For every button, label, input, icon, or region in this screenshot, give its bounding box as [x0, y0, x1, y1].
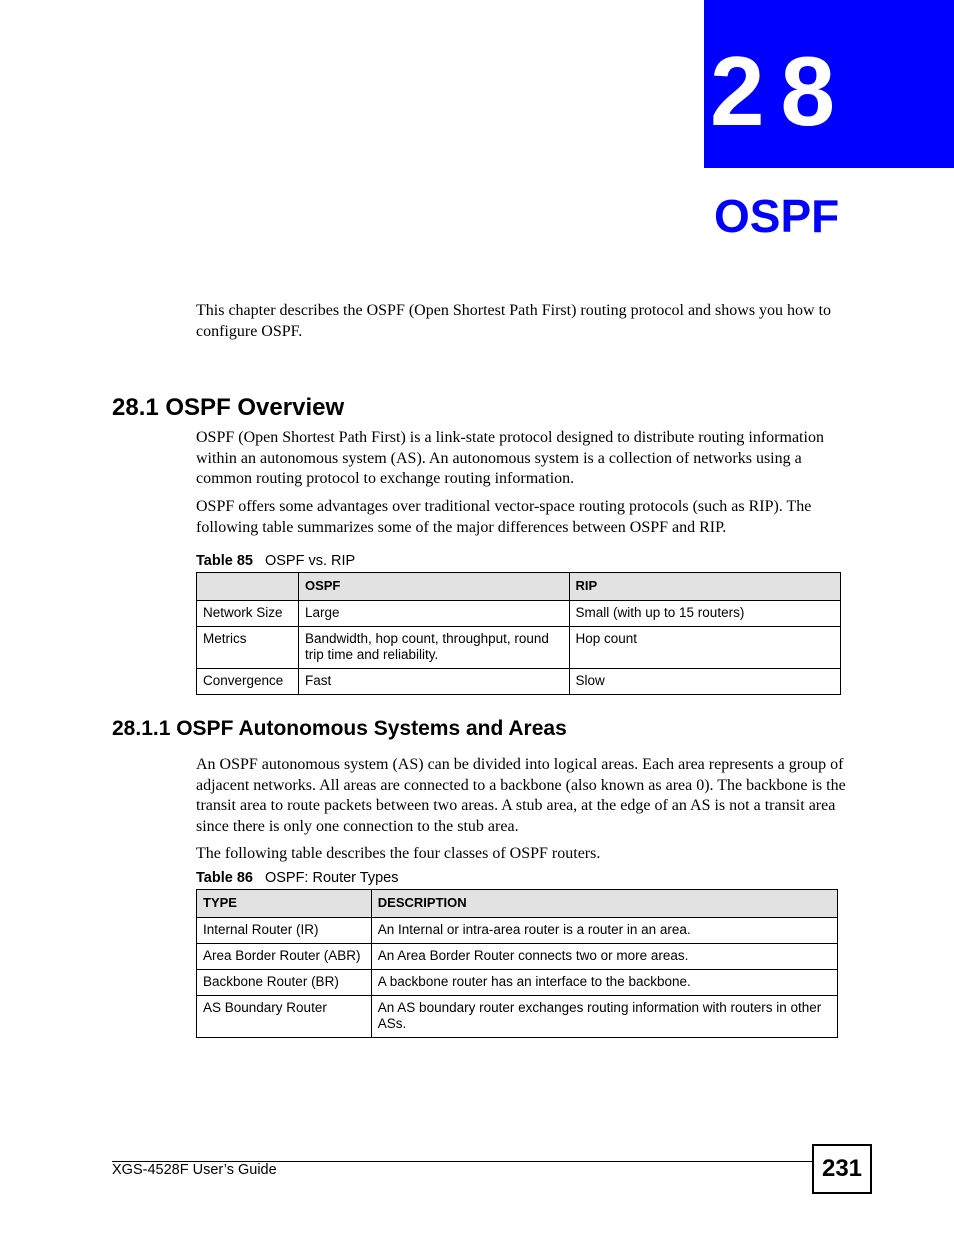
- table-cell: An AS boundary router exchanges routing information with routers in other ASs.: [371, 996, 837, 1038]
- areas-paragraph-1: An OSPF autonomous system (AS) can be divided into logical areas. Each area represents a group of adjacent networks. All areas are connected to a backbone (also known as area 0). The backbone is the transit area to route packets between two areas. A stub area, at the edge of an AS is not a transit area since there is only one connection to the stub area.: [196, 756, 846, 835]
- table-cell: AS Boundary Router: [197, 996, 372, 1038]
- footer-guide-title: XGS-4528F User’s Guide: [112, 1162, 277, 1178]
- table-header-row: [197, 890, 838, 918]
- table-row: [197, 918, 838, 944]
- intro-paragraph: This chapter describes the OSPF (Open Shortest Path First) routing protocol and shows you how to configure OSPF.: [196, 302, 832, 340]
- table-cell: Bandwidth, hop count, throughput, round trip time and reliability.: [298, 627, 569, 669]
- table-row: [197, 669, 841, 695]
- table-row: [197, 996, 838, 1038]
- table-header-row: [197, 573, 841, 601]
- table-header-cell: [197, 573, 299, 601]
- overview-paragraph-1: OSPF (Open Shortest Path First) is a link-state protocol designed to distribute routing information within an autonomous system (AS). An autonomous system is a collection of networks using a common routing protocol to exchange routing information.: [196, 429, 824, 487]
- overview-paragraph-2: OSPF offers some advantages over traditional vector-space routing protocols (such as RIP). The following table summarizes some of the major differences between OSPF and RIP.: [196, 498, 812, 536]
- table-85-title: OSPF vs. RIP: [264, 553, 356, 569]
- table-cell: Convergence: [197, 669, 299, 695]
- table-ospf-vs-rip: [196, 572, 841, 695]
- areas-paragraph-2: The following table describes the four classes of OSPF routers.: [196, 845, 601, 862]
- table-row: [197, 970, 838, 996]
- chapter-number: 28: [710, 36, 852, 146]
- table-header-cell: OSPF: [298, 573, 569, 601]
- table-router-types: [196, 889, 838, 1038]
- table-cell: Backbone Router (BR): [197, 970, 372, 996]
- table-cell: Small (with up to 15 routers): [569, 601, 841, 627]
- table-row: [197, 601, 841, 627]
- table-row: [197, 944, 838, 970]
- table-86-caption: [196, 871, 398, 886]
- table-cell: Large: [298, 601, 569, 627]
- table-cell: Metrics: [197, 627, 299, 669]
- table-85-caption: [196, 554, 355, 569]
- table-cell: Hop count: [569, 627, 841, 669]
- table-cell: An Internal or intra-area router is a router in an area.: [371, 918, 837, 944]
- table-header-cell: TYPE: [197, 890, 372, 918]
- table-cell: An Area Border Router connects two or more areas.: [371, 944, 837, 970]
- table-header-cell: RIP: [569, 573, 841, 601]
- table-cell: A backbone router has an interface to the backbone.: [371, 970, 837, 996]
- page-number: 231: [812, 1144, 872, 1194]
- subsection-heading-autonomous-systems: 28.1.1 OSPF Autonomous Systems and Areas: [112, 717, 567, 740]
- table-85-label: Table 85: [196, 553, 253, 569]
- section-heading-ospf-overview: 28.1 OSPF Overview: [112, 394, 345, 421]
- table-cell: Area Border Router (ABR): [197, 944, 372, 970]
- table-cell: Slow: [569, 669, 841, 695]
- table-86-label: Table 86: [196, 870, 253, 886]
- table-header-cell: DESCRIPTION: [371, 890, 837, 918]
- table-row: [197, 627, 841, 669]
- table-cell: Fast: [298, 669, 569, 695]
- table-86-title: OSPF: Router Types: [264, 870, 399, 886]
- table-cell: Internal Router (IR): [197, 918, 372, 944]
- table-cell: Network Size: [197, 601, 299, 627]
- chapter-title: OSPF: [714, 190, 840, 242]
